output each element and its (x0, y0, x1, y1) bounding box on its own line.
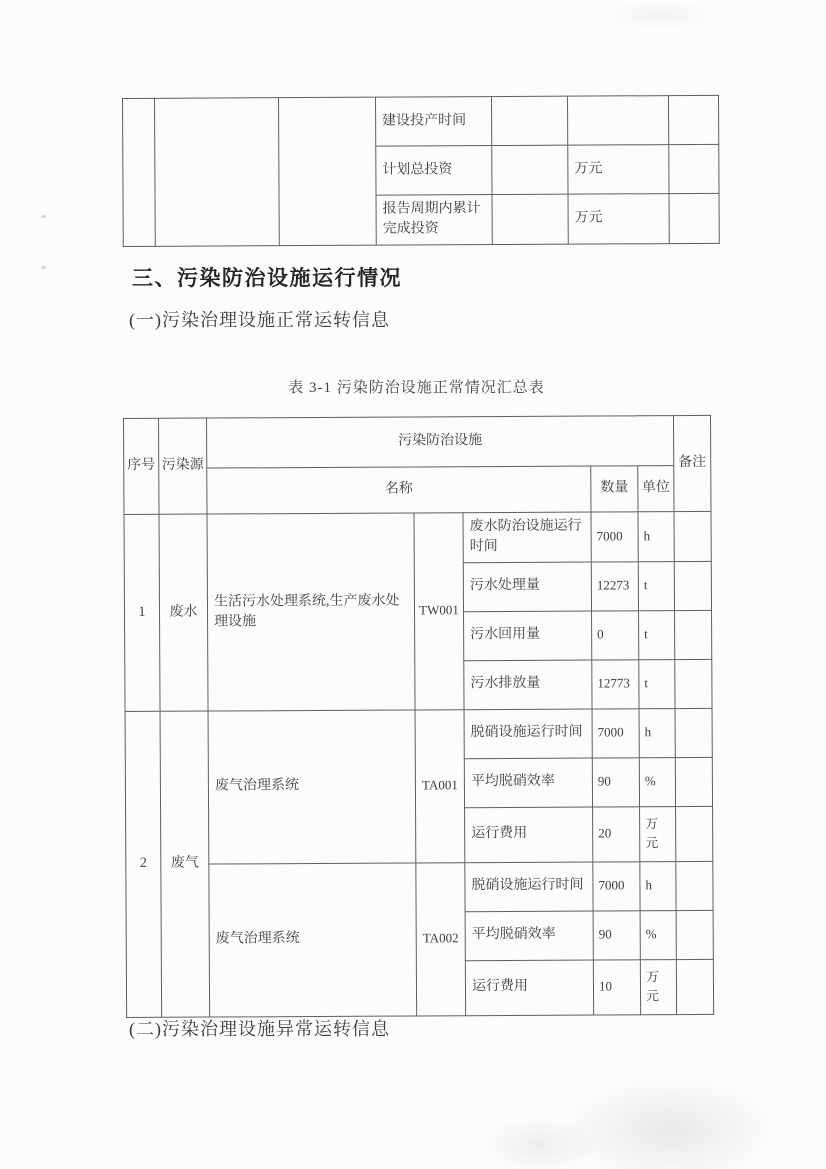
cell-item-label: 平均脱硝效率 (465, 911, 593, 961)
fragment-spanner-cell (155, 98, 280, 246)
table-caption: 表 3-1 污染防治设施正常情况汇总表 (288, 380, 545, 396)
fragment-spanner-cell (123, 98, 156, 246)
header-unit: 单位 (638, 466, 674, 512)
cell-note (676, 806, 713, 861)
cell-facility-name: 废气治理系统 (208, 710, 416, 864)
cell-item-label: 运行费用 (465, 960, 593, 1016)
cell-unit (567, 96, 668, 146)
scan-smudge (600, 0, 720, 30)
cell-note (668, 95, 718, 144)
cell-note (674, 561, 711, 610)
cell-label: 建设投产时间 (375, 97, 491, 147)
cell-note (675, 757, 712, 806)
cell-label: 报告周期内累计完成投资 (376, 195, 492, 245)
facility-item-row (126, 861, 713, 913)
cell-quantity: 10 (593, 959, 640, 1014)
cell-item-label: 污水处理量 (463, 562, 591, 612)
cell-item-label: 平均脱硝效率 (464, 758, 592, 808)
cell-item-label: 污水回用量 (464, 611, 592, 661)
cell-unit: t (639, 610, 675, 659)
cell-source: 废水 (159, 514, 208, 711)
cell-source: 废气 (160, 711, 210, 1017)
cell-facility-code: TW001 (414, 513, 464, 710)
cell-unit: % (639, 757, 675, 806)
cell-value (492, 145, 568, 194)
cell-item-label: 废水防治设施运行时间 (463, 512, 591, 562)
cell-note (669, 193, 719, 243)
header-name: 名称 (207, 466, 591, 514)
cell-unit: h (640, 861, 676, 910)
cell-unit: 万元 (640, 806, 676, 861)
cell-unit: % (640, 910, 676, 959)
cell-unit: t (638, 561, 674, 610)
cell-note (676, 910, 713, 959)
scan-speck (41, 266, 46, 269)
cell-quantity: 90 (593, 910, 640, 959)
cell-item-label: 污水排放量 (464, 660, 592, 710)
subsection-heading: (一)污染治理设施正常运转信息 (129, 310, 390, 330)
cell-unit: h (639, 708, 675, 757)
cell-seq: 1 (124, 514, 160, 711)
cell-quantity: 7000 (592, 708, 639, 757)
header-source: 污染源 (159, 418, 208, 514)
header-facility-group: 污染防治设施 (207, 416, 674, 468)
footer-subsection-heading: (二)污染治理设施异常运转信息 (129, 1019, 390, 1039)
cell-unit: 万元 (568, 194, 669, 244)
cell-label: 计划总投资 (376, 146, 492, 196)
cell-item-label: 脱硝设施运行时间 (464, 709, 592, 759)
investment-table-fragment (122, 95, 720, 247)
cell-quantity: 20 (593, 806, 640, 861)
cell-facility-code: TA002 (416, 862, 466, 1015)
cell-note (675, 708, 712, 757)
header-seq: 序号 (124, 418, 160, 514)
cell-seq: 2 (125, 711, 162, 1017)
header-quantity: 数量 (591, 466, 638, 512)
facility-item-row (124, 511, 711, 564)
scan-smudge (560, 1075, 780, 1169)
cell-value (492, 194, 568, 244)
cell-quantity: 12273 (591, 561, 638, 610)
scan-smudge (480, 1115, 600, 1169)
cell-note (669, 144, 719, 193)
section-heading: 三、污染防治设施运行情况 (132, 267, 402, 290)
cell-unit: h (638, 512, 674, 562)
cell-quantity: 7000 (593, 861, 640, 910)
cell-facility-name: 生活污水处理系统,生产废水处理设施 (207, 513, 415, 711)
cell-quantity: 7000 (591, 512, 638, 562)
cell-note (675, 659, 712, 708)
header-note: 备注 (674, 415, 712, 511)
facility-item-row (125, 708, 712, 760)
scan-speck (41, 215, 46, 218)
cell-value (491, 96, 567, 145)
cell-unit: 万元 (640, 959, 676, 1014)
cell-quantity: 12773 (592, 659, 639, 708)
cell-unit: 万元 (568, 145, 669, 195)
fragment-spanner-cell (279, 97, 377, 245)
cell-facility-code: TA001 (415, 709, 465, 862)
cell-facility-name: 废气治理系统 (209, 863, 417, 1017)
fragment-row (123, 95, 719, 147)
cell-note (676, 861, 713, 910)
pollution-facility-summary-table (123, 415, 714, 1018)
cell-note (674, 511, 711, 561)
cell-item-label: 脱硝设施运行时间 (465, 862, 593, 912)
cell-quantity: 90 (592, 757, 639, 806)
cell-unit: t (639, 659, 675, 708)
cell-item-label: 运行费用 (465, 807, 593, 863)
cell-note (675, 610, 712, 659)
cell-quantity: 0 (592, 610, 639, 659)
cell-note (676, 959, 713, 1014)
